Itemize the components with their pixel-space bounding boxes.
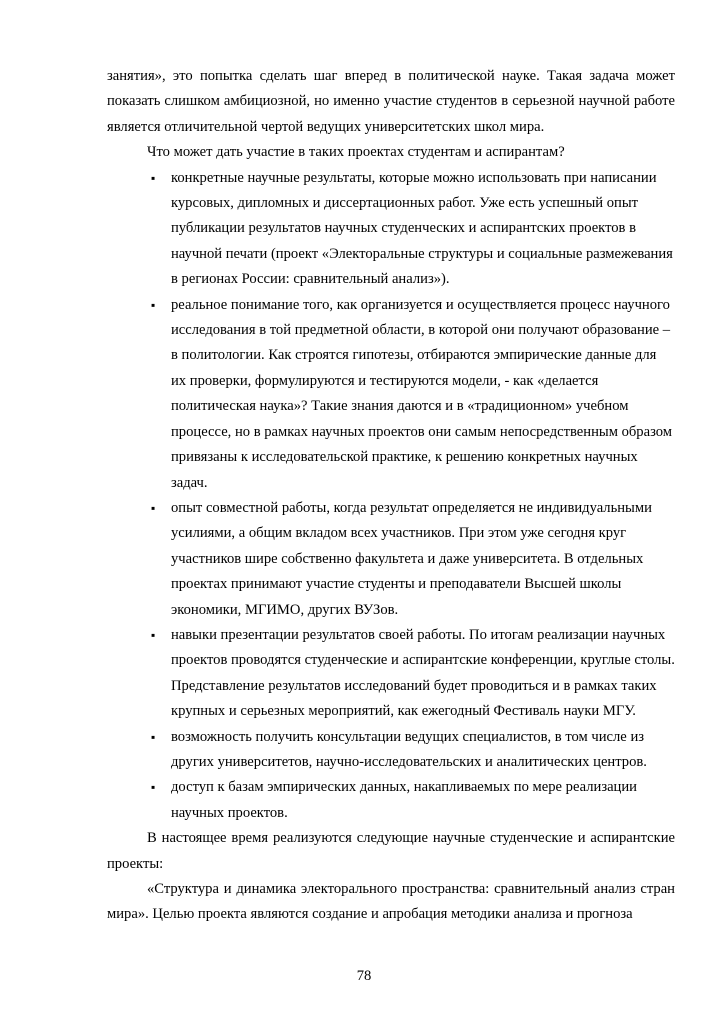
paragraph-current-projects: В настоящее время реализуются следующие научные студенческие и аспирантские проекты: (107, 830, 675, 872)
list-item-text: опыт совместной работы, когда результат определяется не индивидуальными усилиями, а общим вкладом всех участников. При этом уже сегодня круг участников шире собственно факультета и даже университета. В отдельных проектах принимают участие студенты и преподаватели Высшей школы экономики, МГИМО, других ВУЗов. (171, 499, 652, 618)
list-item (107, 725, 675, 776)
list-item-text: возможность получить консультации ведущих специалистов, в том числе из других университетов, научно-исследовательских и аналитических центров. (171, 728, 647, 770)
list-item (107, 623, 675, 725)
list-item-text: реальное понимание того, как организуется и осуществляется процесс научного исследования в той предметной области, в которой они получают образование – в политологии. Как строятся гипотезы, отбираются эмпирические данные для их проверки, формулируются и тестируются модели, - как «делается политическая наука»? Такие знания даются и в «традиционном» учебном процессе, но в рамках научных проектов они самым непосредственным образом привязаны к исследовательской практике, к решению конкретных научных задач. (171, 296, 673, 491)
page-number: 78 (356, 968, 372, 984)
paragraph-intro: занятия», это попытка сделать шаг вперед в политической науке. Такая задача может показать слишком амбициозной, но именно участие студентов в серьезной научной работе является отличительной чертой ведущих университетских школ мира. (107, 68, 675, 135)
bullet-list (107, 166, 675, 827)
list-item (107, 496, 675, 623)
square-bullet-icon: ▪ (151, 500, 156, 515)
square-bullet-icon: ▪ (151, 729, 156, 744)
square-bullet-icon: ▪ (151, 780, 156, 795)
paragraph-project-description: «Структура и динамика электорального пространства: сравнительный анализ стран мира». Целью проекта являются создание и апробация методики анализа и прогноза (107, 881, 675, 923)
list-item (107, 166, 675, 293)
square-bullet-icon: ▪ (151, 170, 156, 185)
document-page (107, 64, 675, 928)
list-item-text: навыки презентации результатов своей работы. По итогам реализации научных проектов проводятся студенческие и аспирантские конференции, круглые столы. Представление результатов исследований будет проводиться и в рамках таких крупных и серьезных мероприятий, как ежегодный Фестиваль науки МГУ. (171, 626, 675, 720)
list-item (107, 775, 675, 826)
list-item-text: конкретные научные результаты, которые можно использовать при написании курсовых, дипломных и диссертационных работ. Уже есть успешный опыт публикации результатов научных студенческих и аспирантских проектов в научной печати (проект «Электоральные структуры и социальные размежевания в регионах России: сравнительный анализ»). (171, 169, 673, 288)
square-bullet-icon: ▪ (151, 297, 156, 312)
square-bullet-icon: ▪ (151, 627, 156, 642)
paragraph-question: Что может дать участие в таких проектах студентам и аспирантам? (147, 144, 565, 161)
list-item-text: доступ к базам эмпирических данных, накапливаемых по мере реализации научных проектов. (171, 779, 637, 821)
list-item (107, 293, 675, 496)
